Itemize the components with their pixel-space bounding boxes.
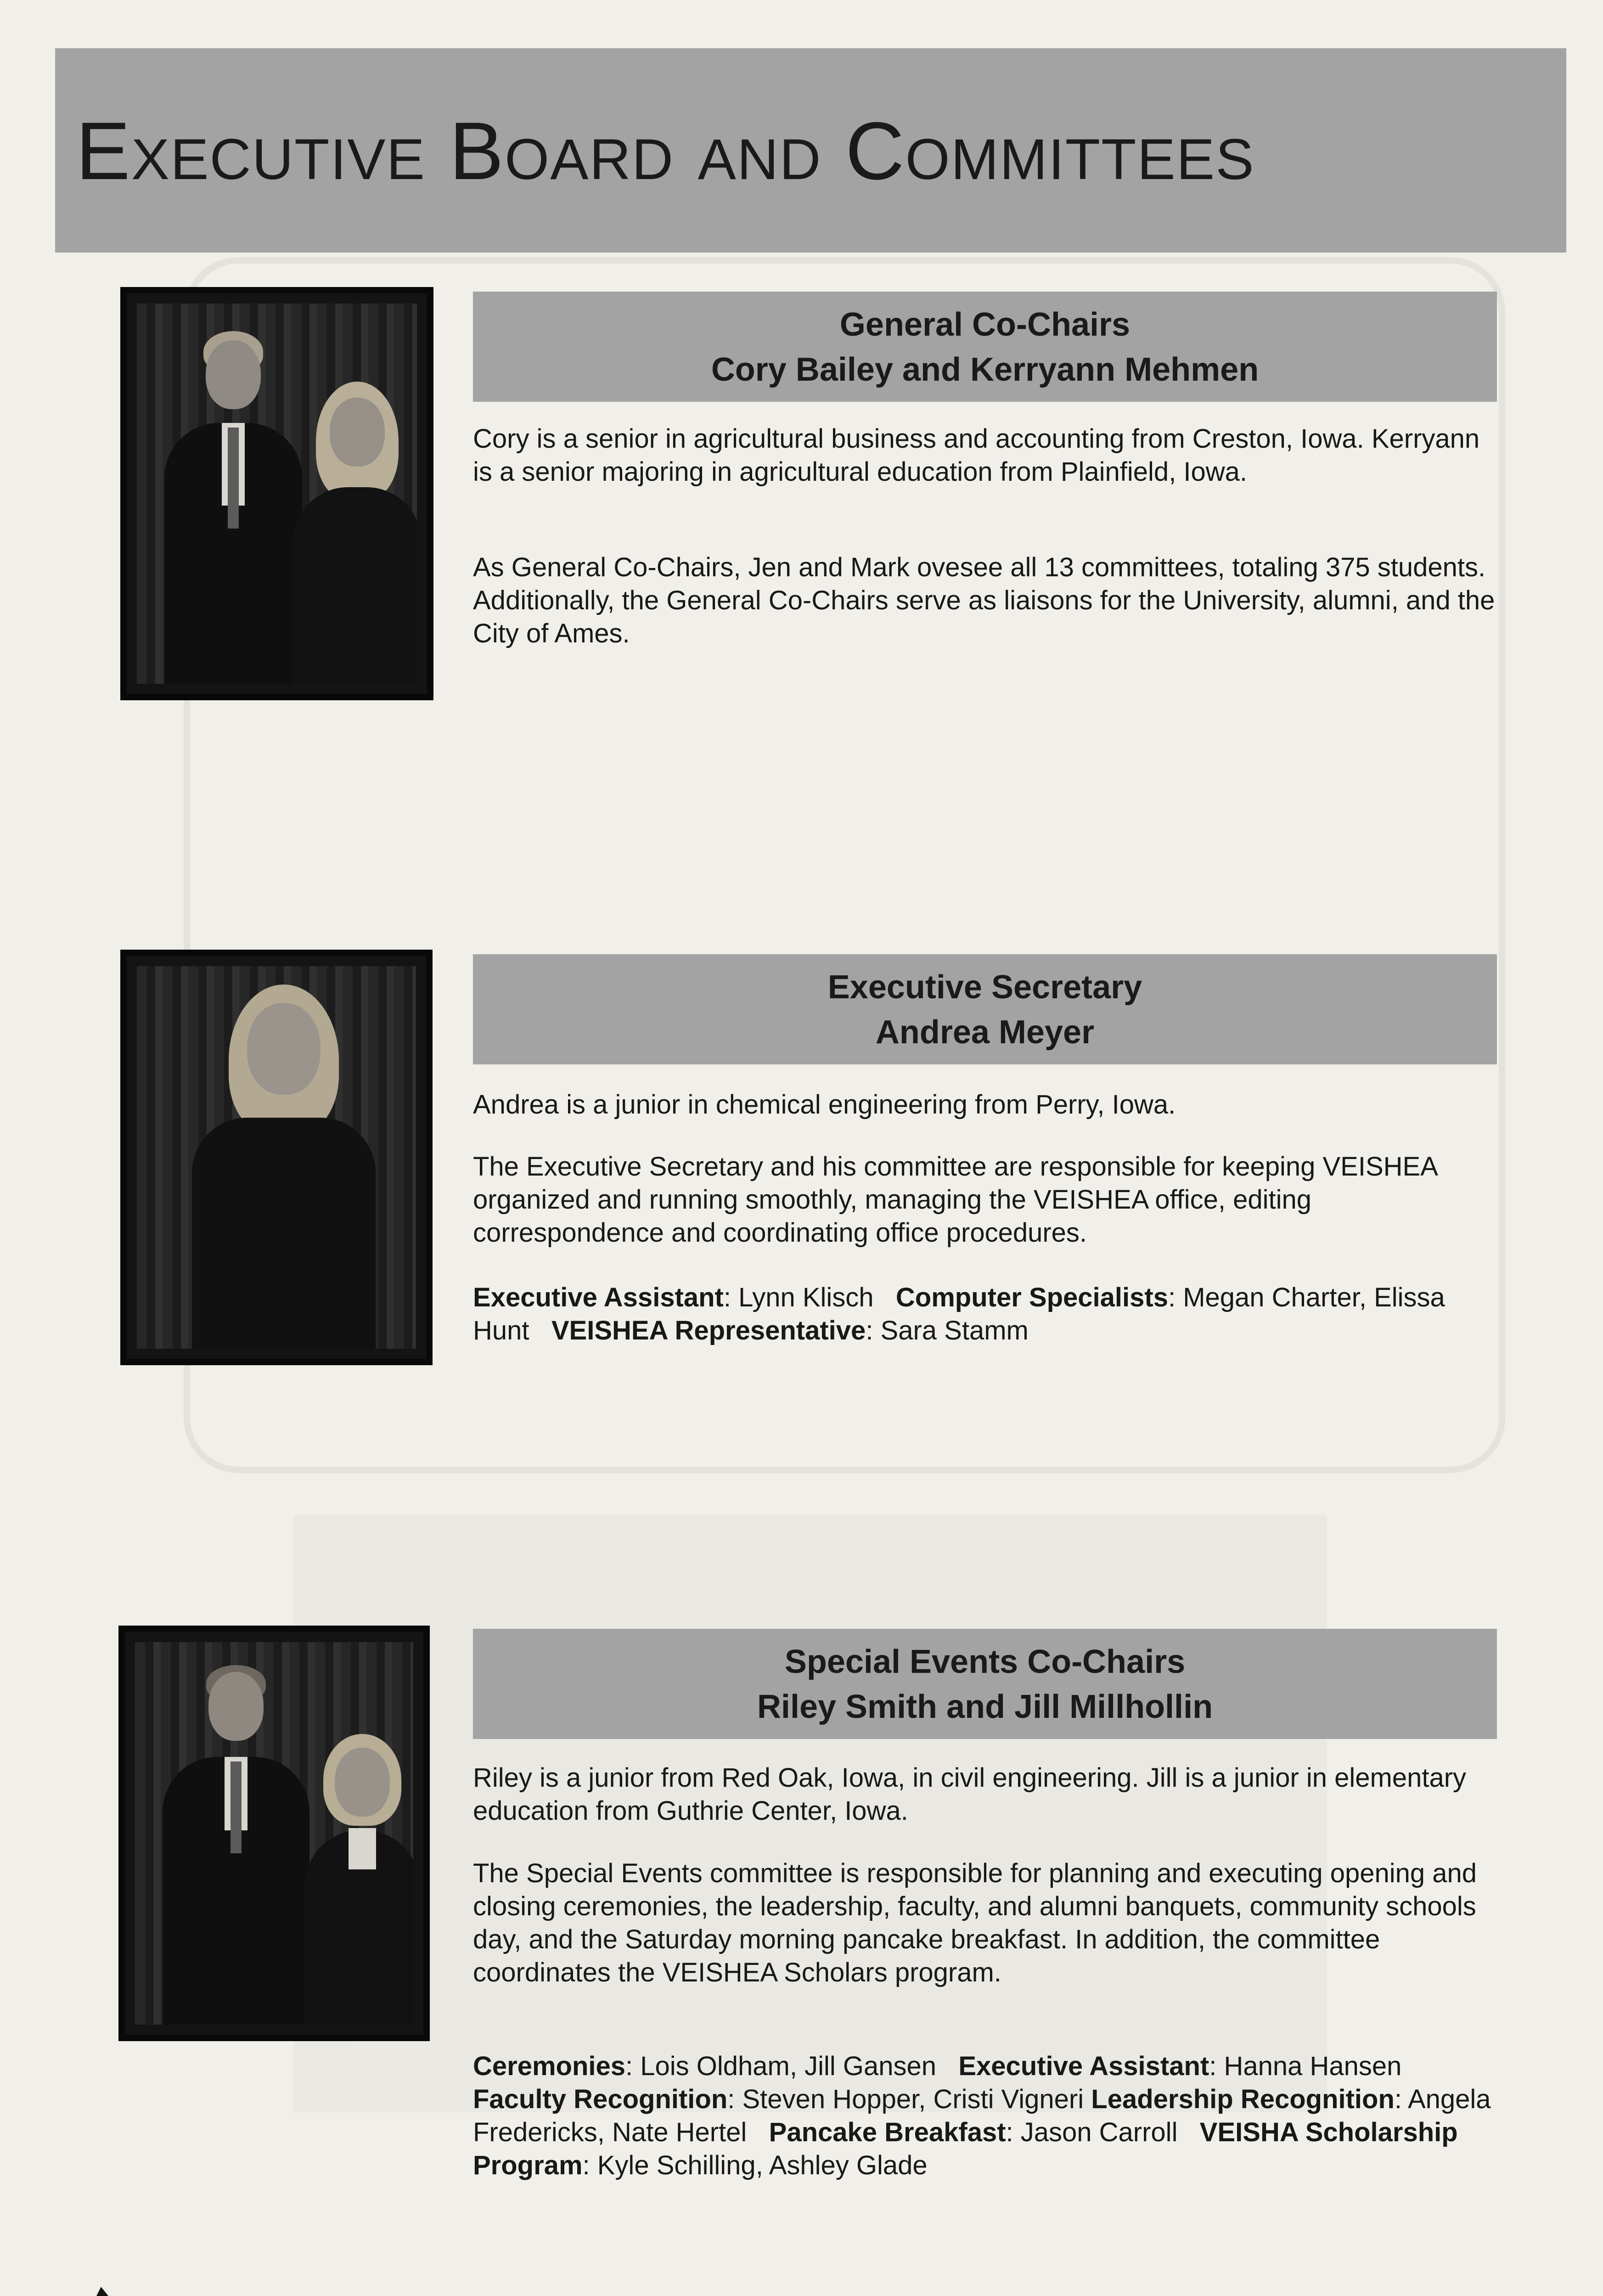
section-bio: Riley is a junior from Red Oak, Iowa, in civil engineering. Jill is a junior in elementary education from Guthrie Center, Iowa. xyxy=(473,1763,1467,1826)
suit xyxy=(293,487,417,684)
special-events-co-chairs-photo xyxy=(118,1626,430,2041)
role-title: Faculty Recognition xyxy=(473,2084,728,2114)
executive-secretary-photo xyxy=(120,950,433,1365)
section-heading-names: Cory Bailey and Kerryann Mehmen xyxy=(711,351,1259,388)
role-title: Computer Specialists xyxy=(895,1283,1168,1312)
role-title: Executive Assistant xyxy=(958,2051,1209,2081)
face xyxy=(206,340,261,409)
photo-curtain-background xyxy=(137,304,417,684)
section-heading: General Co-Chairs xyxy=(839,306,1131,343)
photo-curtain-background xyxy=(137,966,416,1349)
face xyxy=(208,1672,264,1741)
general-co-chairs-photo xyxy=(120,287,433,700)
photo-person xyxy=(305,1734,413,2025)
role-title: VEISHEA Representative xyxy=(551,1316,866,1345)
role-title: Leadership Recognition xyxy=(1091,2084,1395,2114)
section-heading-box xyxy=(473,292,1497,402)
section-bio: Andrea is a junior in chemical engineering from Perry, Iowa. xyxy=(473,1090,1176,1120)
role-title: Ceremonies xyxy=(473,2051,626,2081)
tie xyxy=(231,1761,242,1853)
role-names: Lois Oldham, Jill Gansen xyxy=(640,2051,937,2081)
role-names: Jason Carroll xyxy=(1020,2117,1178,2147)
face xyxy=(330,398,385,467)
photo-person xyxy=(164,331,302,684)
section-heading-names: Andrea Meyer xyxy=(875,1014,1095,1051)
face xyxy=(247,1003,321,1095)
shirt xyxy=(349,1828,376,1869)
section-description: The Special Events committee is responsible for planning and executing opening and closing ceremonies, the leadership, faculty, and alumni banquets, community schools day, and the Saturday morning pancake breakfast. In addition, the committee coordinates the VEISHEA Scholars program. xyxy=(473,1858,1477,1987)
suit xyxy=(192,1118,376,1349)
role-names: Hanna Hansen xyxy=(1224,2051,1402,2081)
section-heading-box xyxy=(473,1629,1497,1739)
role-names: Sara Stamm xyxy=(880,1316,1029,1345)
section-description: As General Co-Chairs, Jen and Mark ovesee all 13 committees, totaling 375 students. Additionally, the General Co-Chairs serve as liaisons for the University, alumni, and the City of Ames. xyxy=(473,552,1495,648)
section-heading: Special Events Co-Chairs xyxy=(784,1643,1186,1680)
role-title: VEISHA Scholarship Program xyxy=(473,2117,1458,2180)
role-names: Lynn Klisch xyxy=(738,1283,874,1312)
face xyxy=(335,1748,390,1817)
role-title: Executive Assistant xyxy=(473,1283,724,1312)
veishea-logo xyxy=(46,2259,257,2296)
section-bio: Cory is a senior in agricultural business and accounting from Creston, Iowa. Kerryann is a senior majoring in agricultural education from Plainfield, Iowa. xyxy=(473,424,1480,487)
role-names: Angela Fredericks, Nate Hertel xyxy=(473,2084,1491,2147)
section-description: The Executive Secretary and his committee are responsible for keeping VEISHEA organized and running smoothly, managing the VEISHEA office, editing correspondence and coordinating office procedures. xyxy=(473,1152,1437,1248)
committee-roles: Ceremonies: Lois Oldham, Jill Gansen Executive Assistant: Hanna Hansen Faculty Recognition: Steven Hopper, Cristi Vigneri Leadership Recognition: Angela Fredericks, Nate Hertel Pancake Breakfast: Jason Carroll VEISHA Scholarship Program: Kyle Schilling, Ashley Glade xyxy=(473,2051,1491,2180)
page-title: Executive Board and Committees xyxy=(76,105,1255,197)
role-names: Megan Charter, Elissa Hunt xyxy=(473,1283,1445,1345)
role-names: Steven Hopper, Cristi Vigneri xyxy=(742,2084,1084,2114)
role-title: Pancake Breakfast xyxy=(769,2117,1006,2147)
committee-roles: Executive Assistant: Lynn Klisch Computer Specialists: Megan Charter, Elissa Hunt VEISHEA Representative: Sara Stamm xyxy=(473,1283,1445,1345)
section-heading-box xyxy=(473,954,1497,1064)
section-heading-names: Riley Smith and Jill Millhollin xyxy=(757,1688,1213,1725)
photo-person xyxy=(163,1665,309,2025)
photo-person xyxy=(293,382,417,684)
photo-curtain-background xyxy=(135,1642,413,2025)
section-heading: Executive Secretary xyxy=(827,969,1142,1006)
role-names: Kyle Schilling, Ashley Glade xyxy=(597,2150,928,2180)
photo-person xyxy=(192,985,376,1349)
tie xyxy=(228,428,239,529)
